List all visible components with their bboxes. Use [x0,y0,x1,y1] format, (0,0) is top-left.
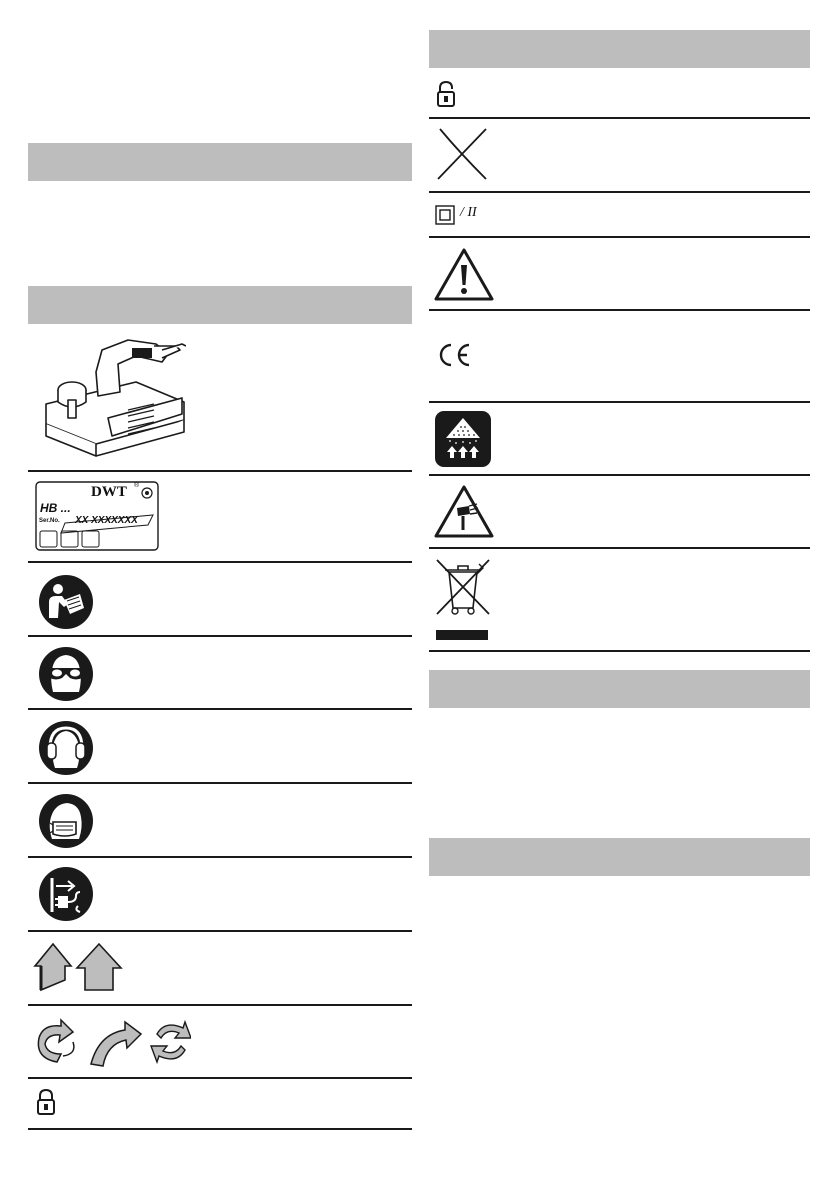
nameplate-serial-label: Ser.No. [39,518,60,524]
ce-mark-icon [436,343,472,367]
divider-right-3 [429,236,810,238]
read-manual-icon [38,574,94,630]
divider-right-2 [429,191,810,193]
nameplate-trademark: ® [134,482,140,489]
dust-extraction-icon [434,410,492,468]
divider-right-8 [429,650,810,652]
nameplate [35,481,159,551]
section-header-bar-5 [429,838,810,876]
rotation-arrows-icon [33,1014,191,1070]
nameplate-brand: DWT [91,484,127,500]
divider-right-7 [429,547,810,549]
divider-left-8 [28,1004,412,1006]
section-header-bar-4 [429,670,810,708]
divider-left-4 [28,708,412,710]
unplug-icon [38,866,94,922]
protection-class-label: / II [460,205,477,220]
divider-right-6 [429,474,810,476]
divider-left-9 [28,1077,412,1079]
nameplate-model: HB ... [40,501,71,515]
cutting-hazard-icon [433,484,495,540]
planer-illustration-icon [36,332,186,458]
section-header-bar-2 [28,286,412,324]
lock-open-icon [436,80,456,108]
dust-mask-icon [38,793,94,849]
direction-arrows-icon [33,940,125,998]
divider-left-5 [28,782,412,784]
divider-right-4 [429,309,810,311]
lock-closed-icon [36,1088,56,1116]
double-insulation-icon [435,205,455,225]
divider-right-5 [429,401,810,403]
divider-left-3 [28,635,412,637]
warning-triangle-icon [433,247,495,303]
nameplate-serial-value: XX XXXXXXX [75,515,138,526]
section-header-bar-1 [28,143,412,181]
section-header-bar-3 [429,30,810,68]
divider-right-1 [429,117,810,119]
divider-left-6 [28,856,412,858]
divider-left-1 [28,470,412,472]
divider-left-7 [28,930,412,932]
cross-icon [436,127,488,181]
ear-protection-icon [38,720,94,776]
weee-bin-icon [433,556,493,642]
eye-protection-icon [38,646,94,702]
divider-left-10 [28,1128,412,1130]
divider-left-2 [28,561,412,563]
